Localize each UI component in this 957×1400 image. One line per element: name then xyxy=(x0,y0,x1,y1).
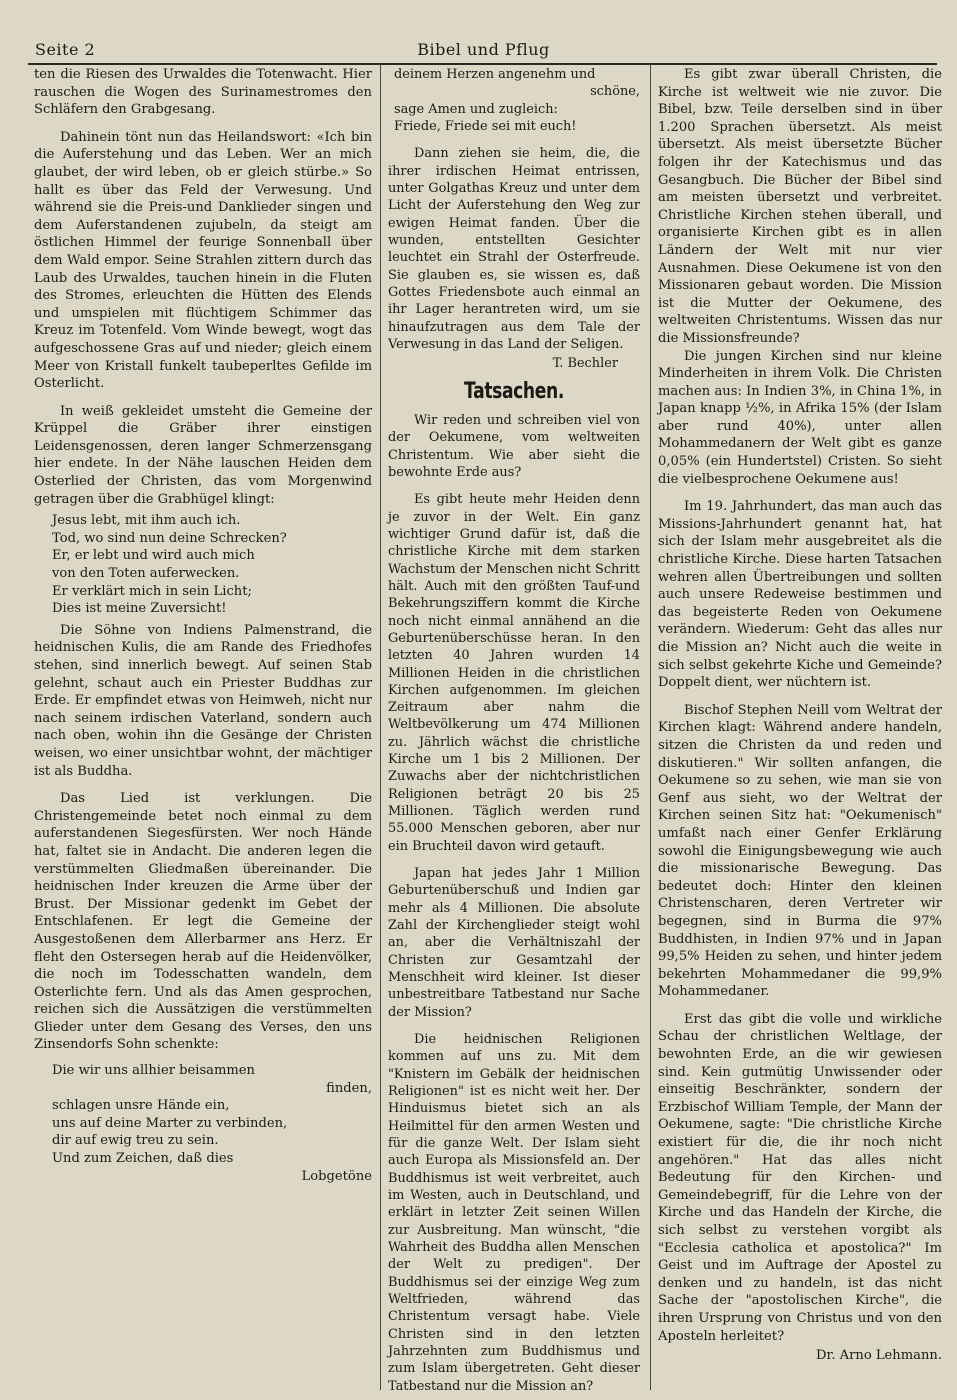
header-rule xyxy=(28,63,937,65)
paragraph: Wir reden und schreiben viel von der Oekumene, vom weltweiten Christentum. Wie aber sieht die bewohnte Erde aus? xyxy=(388,412,640,480)
poem-line: Friede, Friede sei mit euch! xyxy=(394,118,577,134)
article-heading: Tatsachen. xyxy=(464,378,564,404)
paragraph: Das Lied ist verklungen. Die Christengemeinde betet noch einmal zu dem auferstandenen Siegesfürsten. Wer noch Hände hat, faltet sie in Andacht. Die anderen legen die verstümmelten Gliedmaßen übereinander. Die heidnischen Inder kreuzen die Arme über der Brust. Der Missionar gedenkt im Gebet der Entschlafenen. Er legt die Gemeine der Ausgestoßenen dem Allerbarmer ans Herz. Er fleht den Ostersegen herab auf die Heidenvölker, die noch im Todesschatten wandeln, dem Osterlichte fern. Und als das Amen gesprochen, reichen sich die Aussätzigen die verstümmelten Glieder unter dem Gesang des Verses, den uns Zinsendorfs Sohn schenkte: xyxy=(34,791,372,1053)
poem-line: schöne, xyxy=(590,84,640,100)
column-1 xyxy=(34,66,372,1189)
paragraph: Die jungen Kirchen sind nur kleine Minderheiten in ihrem Volk. Die Christen machen aus: In Indien 3%, in China 1%, in Japan knapp ½%, in Afrika 15% (der Islam aber rund 40%), unter allen Mohammedanern der Welt gibt es ganze 0,05% (ein Hundertstel) Cristen. So sieht die vielbesprochene Oekumene aus! xyxy=(658,348,942,487)
paragraph: Im 19. Jahrhundert, das man auch das Missions-Jahrhundert genannt hat, hat sich der Islam mehr ausgebreitet als die christliche Kirche. Diese harten Tatsachen wehren allen Übertreibungen und sollten auch unsere Redeweise bestimmen und das begeisterte Reden von Oekumene verändern. Wiederum: Geht das alles nur die Mission an? Nicht auch die weite in sich selbst gekehrte Kiche und Gemeinde? Doppelt dient, wer nüchtern ist. xyxy=(658,499,942,691)
paragraph: Dann ziehen sie heim, die, die ihrer irdischen Heimat entrissen, unter Golgathas Kreuz und unter dem Licht der Auferstehung den Weg zur ewigen Heimat fanden. Über die wunden, entstellten Gesichter leuchtet ein Strahl der Osterfreude. Sie glauben es, sie wissen es, daß Gottes Friedensbote auch einmal an ihr Lager herantreten wird, um sie hinaufzutragen aus dem Tale der Verwesung in das Land der Seligen. xyxy=(388,146,640,352)
poem-line: Jesus lebt, mit ihm auch ich. xyxy=(52,513,241,529)
poem xyxy=(394,66,640,135)
poem-line: Lobgetöne xyxy=(301,1168,372,1184)
poem-line: finden, xyxy=(326,1080,372,1096)
poem-line: deinem Herzen angenehm und xyxy=(394,67,596,82)
poem-line: Tod, wo sind nun deine Schrecken? xyxy=(52,530,287,546)
poem-line: Die wir uns allhier beisammen xyxy=(52,1063,255,1079)
author-signature: Dr. Arno Lehmann. xyxy=(816,1348,942,1364)
poem-line: uns auf deine Marter zu verbinden, xyxy=(52,1115,288,1131)
paragraph: Es gibt zwar überall Christen, die Kirche ist weltweit wie nie zuvor. Die Bibel, bzw. Teile derselben sind in über 1.200 Sprachen übersetzt. Als meist übersetzt. Als meist übersetzte Bücher folgen ihr der Katechismus und das Gesangbuch. Die Bücher der Bibel sind am meisten übersetzt und verbreitet. Christliche Kirchen stehen überall, und organisierte Kirchen gibt es in allen Ländern der Welt mit nur vier Ausnahmen. Diese Oekumene ist von den Missionaren gebaut worden. Die Mission ist die Mutter der Oekumene, des weltweiten Christentums. Wissen das nur die Missionsfreunde? xyxy=(658,67,942,346)
paragraph: Dahinein tönt nun das Heilandswort: «Ich bin die Auferstehung und das Leben. Wer an mich glaubet, der wird leben, ob er gleich stürbe.» So hallt es über das Feld der Verwesung. Und während sie die Preis-und Danklieder singen und dem Auferstandenen zujubeln, da steigt am östlichen Himmel der feurige Sonnenball über dem Wald empor. Seine Strahlen zittern durch das Laub des Urwaldes, tauchen hinein in die Fluten des Stromes, erleuchten die Hütten des Elends und umspielen mit flüchtigem Schimmer das Kreuz im Totenfeld. Vom Winde bewegt, wogt das aufgeschossene Gras auf und nieder; gleich einem Meer von Kristall funkelt taubeperltes Gefilde im Osterlicht. xyxy=(34,129,372,392)
paragraph: Erst das gibt die volle und wirkliche Schau der christlichen Weltlage, der bewohnten Erde, an die wir gewiesen sind. Kein gutmütig Unwissender oder einseitig Beschränkter, sondern der Erzbischof William Temple, der Mann der Oekumene, sagte: "Die christliche Kirche existiert für die, die ihr noch nicht angehören." Hat das alles nicht Bedeutung für den Kirchen- und Gemeindebegriff, für die Lehre von der Kirche und das Handeln der Kirche, die sich selbst zu verstehen vorgibt als "Ecclesia catholica et apostolica?" Im Geist und im Auftrage der Apostel zu denken und zu handeln, ist das nicht Sache der "apostolischen Kirche", die ihren Ursprung von Christus und von den Aposteln herleitet? xyxy=(658,1011,942,1344)
poem-line: Und zum Zeichen, daß dies xyxy=(52,1151,234,1167)
paragraph: In weiß gekleidet umsteht die Gemeine der Krüppel die Gräber ihrer einstigen Leidensgenossen, deren langer Schmerzensgang hier endete. In der Nähe lauschen Heiden dem Osterlied der Christen, das vom Morgenwind getragen über die Grabhügel klingt: xyxy=(34,403,372,507)
poem-line: dir auf ewig treu zu sein. xyxy=(52,1133,219,1149)
column-divider xyxy=(650,65,651,1390)
paragraph: Japan hat jedes Jahr 1 Million Geburtenüberschuß und Indien gar mehr als 4 Millionen. Die absolute Zahl der Kirchenglieder steigt wohl an, aber die Verhältniszahl der Christen zur Gesamtzahl der Menschheit wird kleiner. Ist dieser unbestreitbare Tatbestand nur Sache der Mission? xyxy=(388,866,640,1020)
poem-line: sage Amen und zugleich: xyxy=(394,101,558,117)
column-divider xyxy=(380,65,381,1390)
column-3 xyxy=(658,66,942,1365)
running-title: Bibel und Pflug xyxy=(417,40,550,59)
paragraph: ten die Riesen des Urwaldes die Totenwacht. Hier rauschen die Wogen des Surinamestromes den Schläfern den Grabgesang. xyxy=(34,67,372,118)
poem-line: schlagen unsre Hände ein, xyxy=(52,1098,230,1114)
poem xyxy=(52,1062,372,1185)
poem-line: von den Toten auferwecken. xyxy=(52,566,240,582)
column-2 xyxy=(388,66,640,1395)
paragraph: Es gibt heute mehr Heiden denn je zuvor in der Welt. Ein ganz wichtiger Grund dafür ist, daß die christliche Kirche mit dem starken Wachstum der Menschen nicht Schritt hält. Auch mit den größten Tauf-und Bekehrungsziffern kommt die Kirche noch nicht einmal annähend an die Geburtenüberschüsse heran. In den letzten 40 Jahren wurden 14 Millionen Heiden in die christlichen Kirchen aufgenommen. Im gleichen Zeitraum aber nahm die Weltbevölkerung um 474 Millionen zu. Jährlich wächst die christliche Kirche um 1 bis 2 Millionen. Der Zuwachs aber der nichtchristlichen Religionen beträgt 20 bis 25 Millionen. Täglich werden rund 55.000 Menschen geboren, aber nur ein Bruchteil davon wird getauft. xyxy=(388,492,640,854)
poem-line: Er, er lebt und wird auch mich xyxy=(52,548,255,564)
poem-line: Er verklärt mich in sein Licht; xyxy=(52,583,252,599)
poem xyxy=(52,512,372,618)
poem-line: Dies ist meine Zuversicht! xyxy=(52,601,227,617)
paragraph: Die heidnischen Religionen kommen auf uns zu. Mit dem "Knistern im Gebälk der heidnischen Religionen" ist es nicht weit her. Der Hinduismus bietet sich an als Heilmittel für den armen Westen und für die ganze Welt. Der Islam sieht auch Europa als Missionsfeld an. Der Buddhismus ist weit verbreitet, auch im Westen, auch in Deutschland, und erklärt in letzter Zeit seinen Willen zur Ausbreitung. Man wünscht, "die Wahrheit des Buddha allen Menschen der Welt zu predigen". Der Buddhismus sei der einzige Weg zum Weltfrieden, während das Christentum versagt habe. Viele Christen sind in den letzten Jahrzehnten zum Buddhismus und zum Islam übergetreten. Geht dieser Tatbestand nur die Mission an? xyxy=(388,1032,640,1394)
paragraph: Bischof Stephen Neill vom Weltrat der Kirchen klagt: Während andere handeln, sitzen die Christen da und reden und diskutieren." Wir sollten anfangen, die Oekumene so zu sehen, wie man sie von Genf aus sieht, wo der Weltrat der Kirchen seinen Sitz hat: "Oekumenisch" umfaßt nach einer Genfer Erklärung sowohl die Einigungsbewegung wie auch die missionarische Bewegung. Das bedeutet doch: Hinter den kleinen Christenscharen, deren Vertreter wir begegnen, sind in Burma die 97% Buddhisten, in Indien 97% und in Japan 99,5% Heiden zu sehen, und hinter jedem bekehrten Mohammedaner die 99,9% Mohammedaner. xyxy=(658,702,942,1000)
paragraph: Die Söhne von Indiens Palmenstrand, die heidnischen Kulis, die am Rande des Friedhofes stehen, sind innerlich bewegt. Auf seinen Stab gelehnt, schaut auch ein Priester Buddhas zur Erde. Er empfindet etwas von Heimweh, nicht nur nach seinem irdischen Vaterland, sondern auch nach oben, wohin ihn die Gesänge der Christen weisen, wo einer unsichtbar wohnt, der mächtiger ist als Buddha. xyxy=(34,622,372,779)
page-number: Seite 2 xyxy=(35,40,96,59)
author-signature: T. Bechler xyxy=(552,356,618,372)
